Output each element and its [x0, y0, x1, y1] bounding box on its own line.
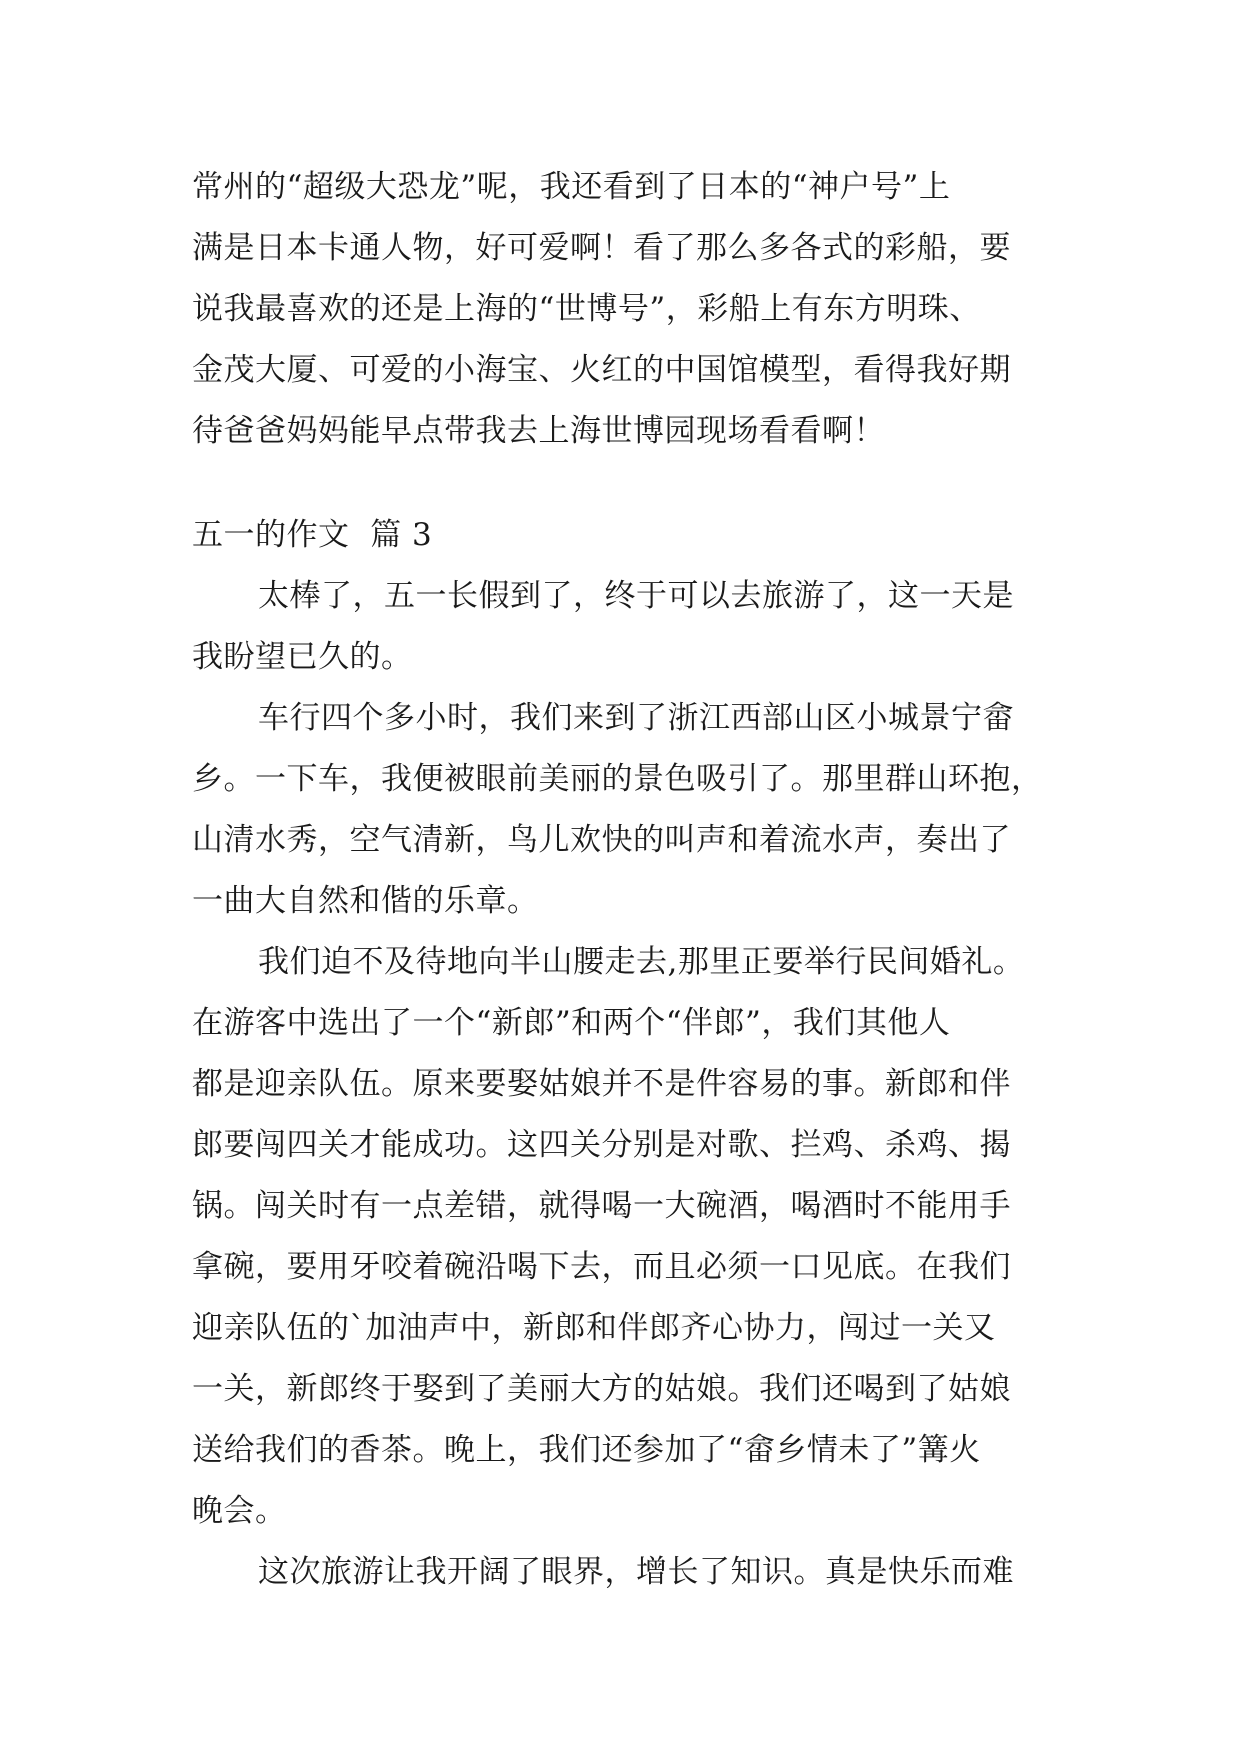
text-line: 都是迎亲队伍。原来要娶姑娘并不是件容易的事。新郎和伴	[192, 1066, 1011, 1102]
text-line: 乡。一下车，我便被眼前美丽的景色吸引了。那里群山环抱，	[192, 761, 1043, 797]
text-line: 太棒了，五一长假到了，终于可以去旅游了，这一天是	[258, 578, 1014, 614]
text-line: 我盼望已久的。	[192, 639, 413, 675]
text-line: 一关，新郎终于娶到了美丽大方的姑娘。我们还喝到了姑娘	[192, 1371, 1011, 1407]
text-line: 一曲大自然和偕的乐章。	[192, 883, 539, 919]
paragraph-4	[192, 1542, 1052, 1603]
text-line: 山清水秀，空气清新，鸟儿欢快的叫声和着流水声，奏出了	[192, 822, 1011, 858]
text-line: 在游客中选出了一个“新郎”和两个“伴郎”，我们其他人	[192, 1005, 951, 1041]
text-line: 送给我们的香茶。晚上，我们还参加了“畲乡情未了”篝火	[192, 1432, 981, 1468]
text-line: 车行四个多小时，我们来到了浙江西部山区小城景宁畲	[258, 700, 1014, 736]
paragraph-3	[192, 932, 1052, 1542]
text-line: 我们迫不及待地向半山腰走去,那里正要举行民间婚礼。	[258, 944, 1025, 980]
text-line: 拿碗，要用牙咬着碗沿喝下去，而且必须一口见底。在我们	[192, 1249, 1011, 1285]
text-line: 说我最喜欢的还是上海的“世博号”，彩船上有东方明珠、	[192, 291, 981, 327]
paragraph-1	[192, 566, 1052, 688]
article-body	[192, 566, 1052, 1603]
paragraph-2	[192, 688, 1052, 932]
section-title: 五一的作文 篇 3	[192, 517, 433, 553]
text-line: 这次旅游让我开阔了眼界，增长了知识。真是快乐而难	[258, 1554, 1014, 1590]
continued-paragraph	[192, 157, 1052, 462]
text-line: 锅。闯关时有一点差错，就得喝一大碗酒，喝酒时不能用手	[192, 1188, 1011, 1224]
text-line: 晚会。	[192, 1493, 287, 1529]
text-line: 满是日本卡通人物，好可爱啊！看了那么多各式的彩船，要	[192, 230, 1011, 266]
text-line: 迎亲队伍的`加油声中，新郎和伴郎齐心协力，闯过一关又	[192, 1310, 996, 1346]
text-line: 郎要闯四关才能成功。这四关分别是对歌、拦鸡、杀鸡、揭	[192, 1127, 1011, 1163]
text-line: 待爸爸妈妈能早点带我去上海世博园现场看看啊！	[192, 413, 885, 449]
section-heading	[192, 505, 1052, 566]
text-line: 金茂大厦、可爱的小海宝、火红的中国馆模型，看得我好期	[192, 352, 1011, 388]
text-line: 常州的“超级大恐龙”呢，我还看到了日本的“神户号”上	[192, 169, 951, 205]
